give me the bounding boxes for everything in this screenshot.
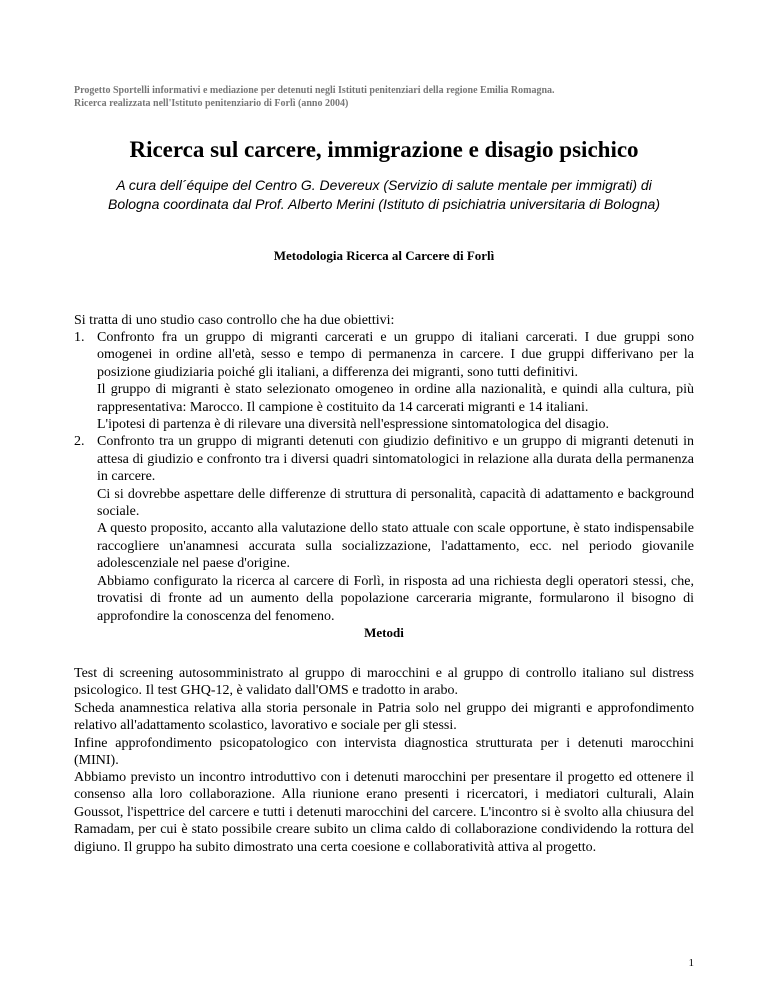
- header-line-1: Progetto Sportelli informativi e mediazione per detenuti negli Istituti penitenziari della regione Emilia Romagna.: [74, 85, 555, 96]
- header-line-2: Ricerca realizzata nell'Istituto penitenziario di Forlì (anno 2004): [74, 98, 349, 109]
- project-header-note: [74, 84, 694, 110]
- objective-2-paragraph-3: A questo proposito, accanto alla valutazione dello stato attuale con scale opportune, è stato indispensabile raccogliere un'anamnesi accurata sulla socializzazione, l'adattamento, ecc. nel periodo giovanile adolescenziale nel paese d'origine.: [97, 521, 694, 572]
- methods-paragraph-2: Scheda anamnestica relativa alla storia personale in Patria solo nel gruppo dei migranti e approfondimento relativo all'adattamento scolastico, lavorativo e sociale per gli stessi.: [74, 700, 694, 734]
- objectives-list: [74, 329, 694, 625]
- objective-1-paragraph-2: Il gruppo di migranti è stato selezionato omogeneo in ordine alla nazionalità, e quindi alla cultura, più rappresentativa: Marocco. Il campione è costituito da 14 carcerati migranti e 14 italiani.: [97, 382, 694, 415]
- methods-paragraphs: [74, 665, 694, 769]
- document-title: Ricerca sul carcere, immigrazione e disagio psichico: [129, 137, 639, 162]
- methods-paragraph-3: Infine approfondimento psicopatologico con intervista diagnostica strutturata per i detenuti marocchini (MINI).: [74, 735, 694, 769]
- objective-item-2: [74, 433, 694, 624]
- document-subtitle: [90, 176, 678, 214]
- subtitle-line-1: A cura dell´équipe del Centro G. Devereux (Servizio di salute mentale per immigrati) di: [116, 177, 652, 193]
- subtitle-line-2: Bologna coordinata dal Prof. Alberto Merini (Istituto di psichiatria universitaria di Bologna): [108, 196, 660, 212]
- objective-2-paragraph-1: Confronto tra un gruppo di migranti detenuti con giudizio definitivo e un gruppo di migranti detenuti in attesa di giudizio e confronto tra i diversi quadri sintomatologici in relazione alla durata della permanenza in carcere.: [97, 434, 694, 485]
- objective-2-paragraph-4: Abbiamo configurato la ricerca al carcere di Forlì, in risposta ad una richiesta degli operatori stessi, che, trovatisi di fronte ad un aumento della popolazione carceraria migrante, formularono il bisogno di approfondire la conoscenza del fenomeno.: [97, 573, 694, 624]
- objective-item-1: [74, 329, 694, 433]
- methods-paragraph-1: Test di screening autosomministrato al gruppo di marocchini e al gruppo di controllo italiano sul distress psicologico. Il test GHQ-12, è validato dall'OMS e tradotto in arabo.: [74, 666, 694, 699]
- objective-number-1: 1.: [74, 330, 85, 345]
- meeting-paragraph: Abbiamo previsto un incontro introduttivo con i detenuti marocchini per presentare il progetto ed ottenere il consenso alla loro collaborazione. Alla riunione erano presenti i ricercatori, i mediatori culturali, Alain Goussot, l'ispettrice del carcere e tutti i detenuti marocchini del carcere. L'incontro si è svolto alla chiusura del Ramadam, per cui è stato possibile creare subito un clima caldo di collaborazione condividendo la rottura del digiuno. Il gruppo ha subito dimostrato una certa coesione e collaboratività attiva al progetto.: [74, 770, 694, 855]
- page-number: 1: [688, 957, 694, 969]
- objective-number-2: 2.: [74, 434, 85, 450]
- objective-2-paragraph-2: Ci si dovrebbe aspettare delle differenze di struttura di personalità, capacità di adattamento e background sociale.: [97, 486, 694, 520]
- section-heading-methodology: Metodologia Ricerca al Carcere di Forlì: [273, 248, 495, 263]
- objective-1-paragraph-3: L'ipotesi di partenza è di rilevare una diversità nell'espressione sintomatologica del disagio.: [97, 417, 609, 433]
- objective-1-paragraph-1: Confronto fra un gruppo di migranti carcerati e un gruppo di italiani carcerati. I due gruppi sono omogenei in ordine all'età, sesso e tempo di permanenza in carcere. I due gruppi differivano per la posizione giudiziaria poiché gli italiani, a differenza dei migranti, sono tutti definitivi.: [97, 330, 694, 380]
- section-heading-metodi: Metodi: [364, 625, 404, 640]
- intro-sentence: Si tratta di uno studio caso controllo che ha due obiettivi:: [74, 313, 395, 328]
